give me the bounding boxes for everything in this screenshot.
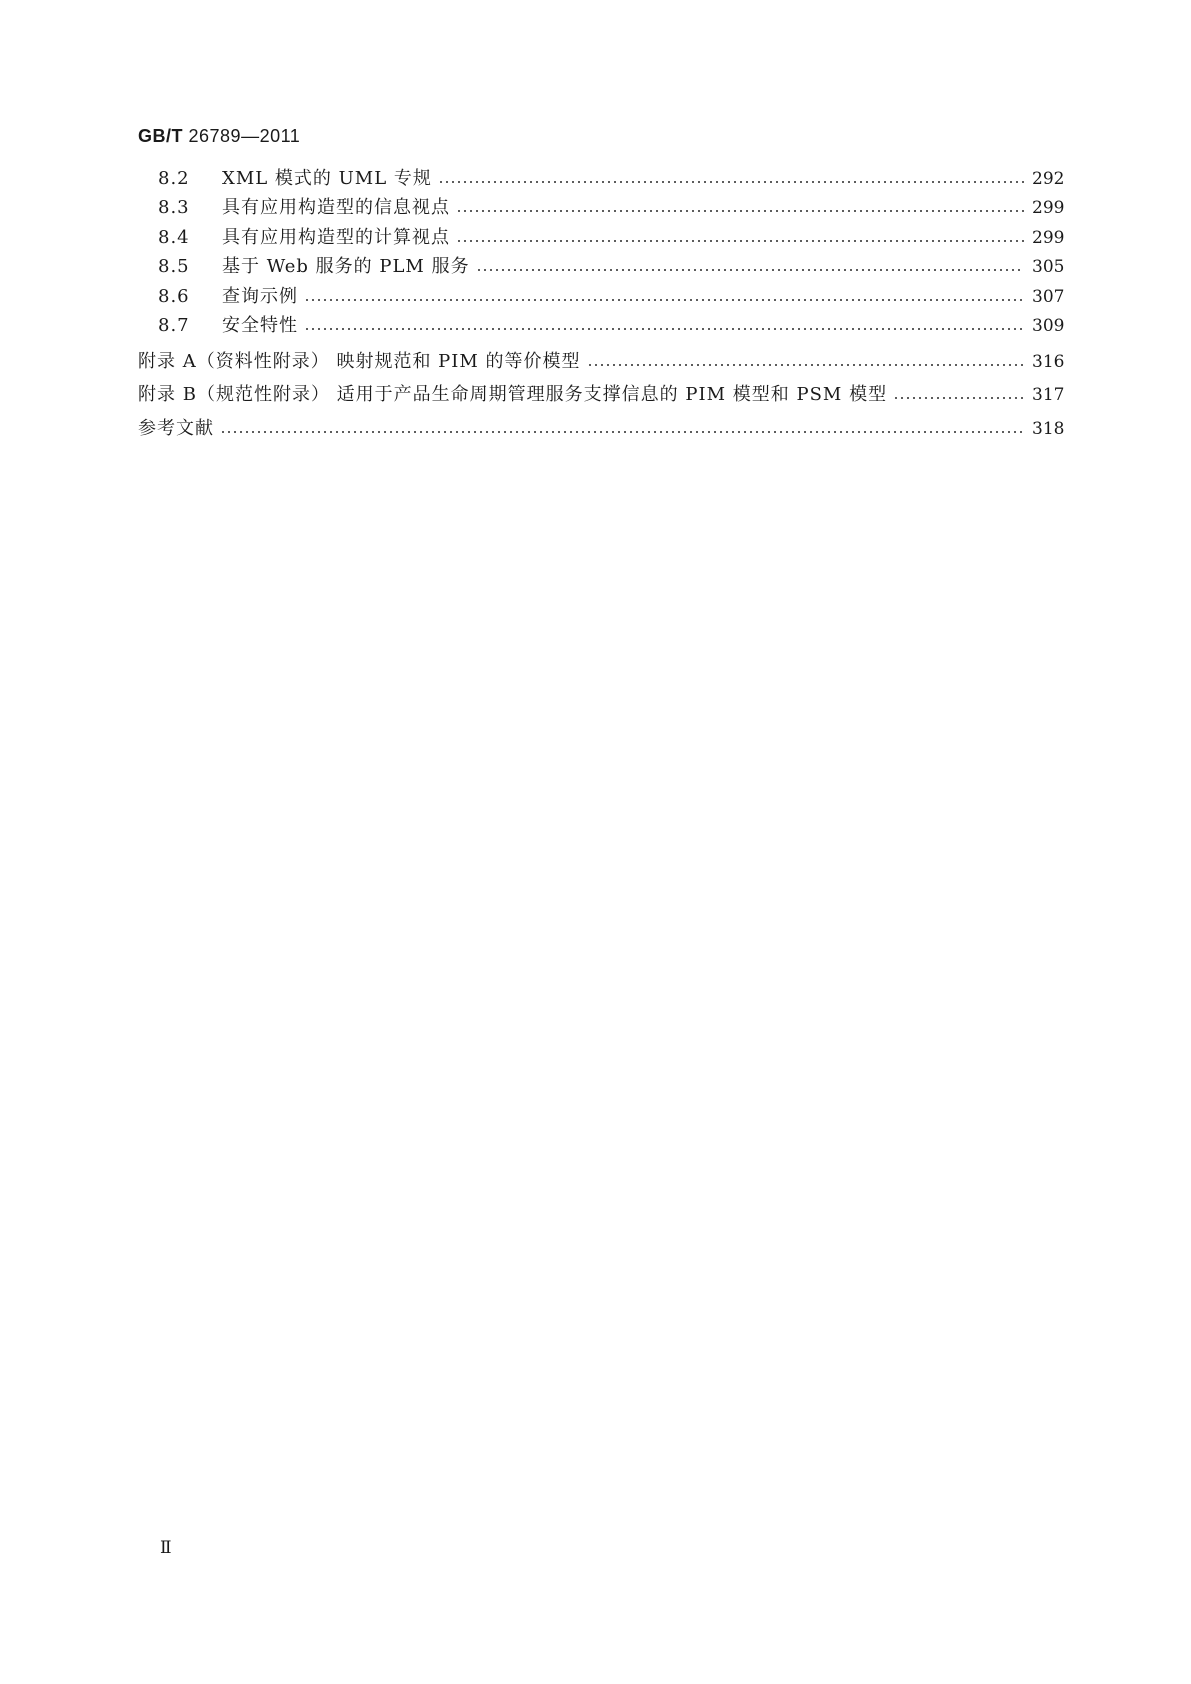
dot-leader: [304, 328, 1024, 330]
toc-entry-number: 8.6: [158, 286, 190, 307]
toc-entry-8-4[interactable]: [138, 225, 1064, 251]
toc-entry-8-5[interactable]: [138, 254, 1064, 280]
dot-leader: [476, 269, 1024, 271]
toc-entry-page: 318: [1032, 419, 1065, 439]
toc-entry-title: 具有应用构造型的信息视点: [222, 197, 450, 218]
dot-leader: [456, 210, 1024, 212]
toc-entry-page: 292: [1032, 169, 1065, 189]
standard-number: 26789—2011: [188, 126, 301, 146]
toc-entry-8-3[interactable]: [138, 195, 1064, 221]
toc-entry-page: 307: [1032, 287, 1065, 307]
toc-entry-title: 附录 B（规范性附录） 适用于产品生命周期管理服务支撑信息的 PIM 模型和 PSM 模型: [138, 384, 888, 405]
toc-entry-page: 299: [1032, 228, 1065, 248]
toc-entry-title: XML 模式的 UML 专规: [222, 168, 432, 189]
toc-entry-page: 317: [1032, 385, 1065, 405]
toc-entry-title: 基于 Web 服务的 PLM 服务: [222, 256, 470, 277]
dot-leader: [438, 181, 1024, 183]
toc-entry-page: 309: [1032, 316, 1065, 336]
toc-entry-title: 查询示例: [222, 286, 298, 307]
dot-leader: [893, 397, 1024, 399]
toc-entry-title: 安全特性: [222, 315, 298, 336]
toc-entry-page: 316: [1032, 352, 1065, 372]
dot-leader: [220, 431, 1024, 433]
page-number: Ⅱ: [160, 1538, 172, 1558]
toc-entry-8-7[interactable]: [138, 313, 1064, 339]
toc-entry-page: 305: [1032, 257, 1065, 277]
toc-entry-title: 参考文献: [138, 418, 214, 439]
toc-entry-appendix-b[interactable]: [138, 382, 1064, 408]
dot-leader: [456, 240, 1024, 242]
toc-entry-8-2[interactable]: [138, 166, 1064, 192]
toc-entry-number: 8.3: [158, 197, 190, 218]
toc-entry-title: 附录 A（资料性附录） 映射规范和 PIM 的等价模型: [138, 351, 581, 372]
dot-leader: [587, 364, 1024, 366]
standard-prefix: GB/T: [138, 126, 183, 146]
toc-entry-8-6[interactable]: [138, 284, 1064, 310]
toc-entry-number: 8.2: [158, 168, 190, 189]
toc-entry-appendix-a[interactable]: [138, 349, 1064, 375]
dot-leader: [304, 299, 1024, 301]
toc-entry-number: 8.4: [158, 227, 190, 248]
toc-entry-title: 具有应用构造型的计算视点: [222, 227, 450, 248]
toc-entry-number: 8.7: [158, 315, 190, 336]
toc-entry-references[interactable]: [138, 416, 1064, 442]
toc-entry-page: 299: [1032, 198, 1065, 218]
toc-entry-number: 8.5: [158, 256, 190, 277]
standard-code: [138, 126, 300, 147]
